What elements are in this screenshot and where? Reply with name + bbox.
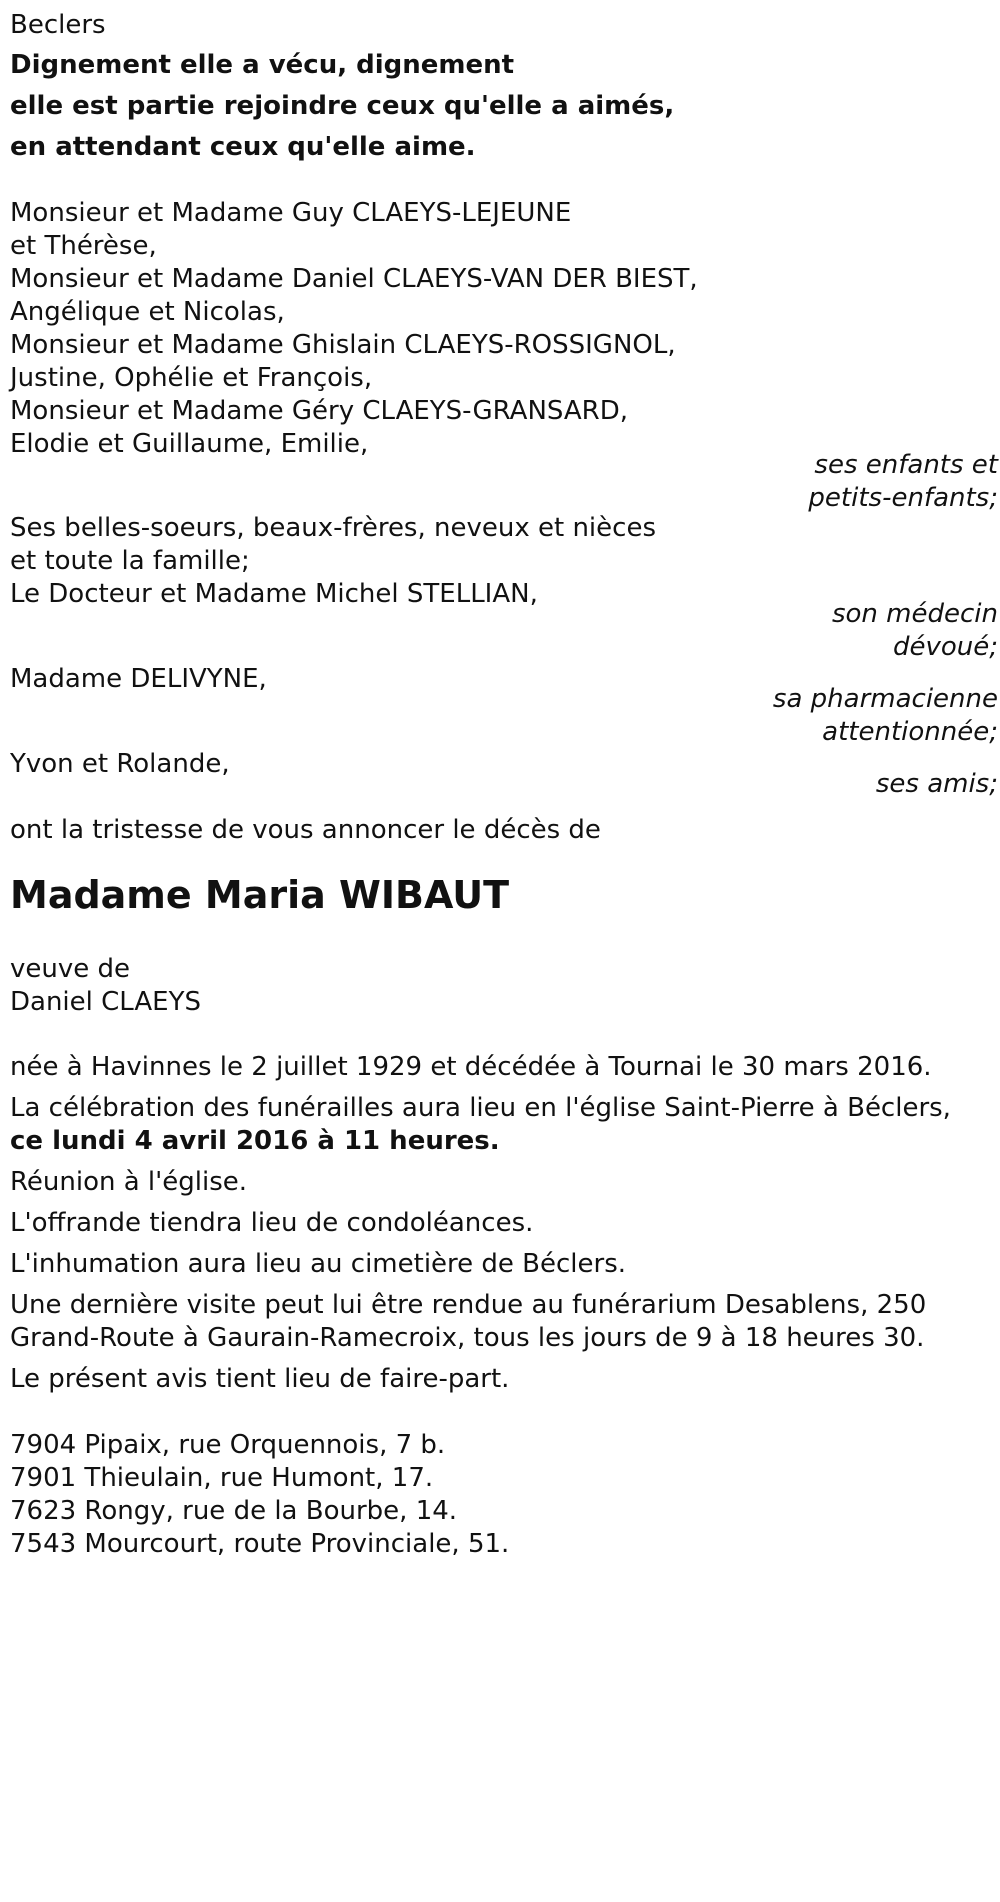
address-4: 7543 Mourcourt, route Provinciale, 51. [10,1529,510,1559]
birth-death: née à Havinnes le 2 juillet 1929 et décédée à Tournai le 30 mars 2016. [10,1052,932,1082]
role-pharmacist-line-2: attentionnée; [822,717,998,747]
locality: Beclers [10,10,106,40]
family-line-2: et Thérèse, [10,231,157,261]
role-doctor-line-1: son médecin [831,599,998,629]
widow-line-2: Daniel CLAEYS [10,987,201,1017]
address-3: 7623 Rongy, rue de la Bourbe, 14. [10,1496,458,1526]
visit-line-2: Grand-Route à Gaurain-Ramecroix, tous les jours de 9 à 18 heures 30. [10,1323,925,1353]
extended-line-3: Le Docteur et Madame Michel STELLIAN, [10,579,538,609]
epigraph-line-3: en attendant ceux qu'elle aime. [10,132,476,162]
announce-text: ont la tristesse de vous annoncer le décès de [10,815,601,845]
deceased-name: Madame Maria WIBAUT [10,873,510,917]
family-line-1: Monsieur et Madame Guy CLAEYS-LEJEUNE [10,198,572,228]
visit-line-1: Une dernière visite peut lui être rendue au funérarium Desablens, 250 [10,1290,927,1320]
offering-text: L'offrande tiendra lieu de condoléances. [10,1208,534,1238]
extended-line-2: et toute la famille; [10,546,250,576]
epigraph-line-1: Dignement elle a vécu, dignement [10,50,515,80]
role-children-line-2: petits-enfants; [808,483,998,513]
funeral-line-1: La célébration des funérailles aura lieu en l'église Saint-Pierre à Béclers, [10,1093,951,1123]
burial-text: L'inhumation aura lieu au cimetière de Béclers. [10,1249,627,1279]
role-friends: ses amis; [875,769,998,799]
family-line-6: Justine, Ophélie et François, [10,363,373,393]
pharmacist-name: Madame DELIVYNE, [10,664,267,694]
widow-line-1: veuve de [10,954,131,984]
family-line-8: Elodie et Guillaume, Emilie, [10,429,369,459]
address-1: 7904 Pipaix, rue Orquennois, 7 b. [10,1430,446,1460]
role-doctor-line-2: dévoué; [892,632,998,662]
funeral-line-2: ce lundi 4 avril 2016 à 11 heures. [10,1126,500,1156]
extended-line-1: Ses belles-soeurs, beaux-frères, neveux et nièces [10,513,656,543]
role-children-line-1: ses enfants et [814,450,998,480]
notice-text: Le présent avis tient lieu de faire-part. [10,1364,510,1394]
role-pharmacist-line-1: sa pharmacienne [772,684,998,714]
family-line-4: Angélique et Nicolas, [10,297,285,327]
friends-names: Yvon et Rolande, [10,749,230,779]
family-line-5: Monsieur et Madame Ghislain CLAEYS-ROSSIGNOL, [10,330,676,360]
family-line-3: Monsieur et Madame Daniel CLAEYS-VAN DER BIEST, [10,264,698,294]
meeting-text: Réunion à l'église. [10,1167,248,1197]
address-2: 7901 Thieulain, rue Humont, 17. [10,1463,434,1493]
family-line-7: Monsieur et Madame Géry CLAEYS-GRANSARD, [10,396,629,426]
epigraph-line-2: elle est partie rejoindre ceux qu'elle a aimés, [10,91,675,121]
